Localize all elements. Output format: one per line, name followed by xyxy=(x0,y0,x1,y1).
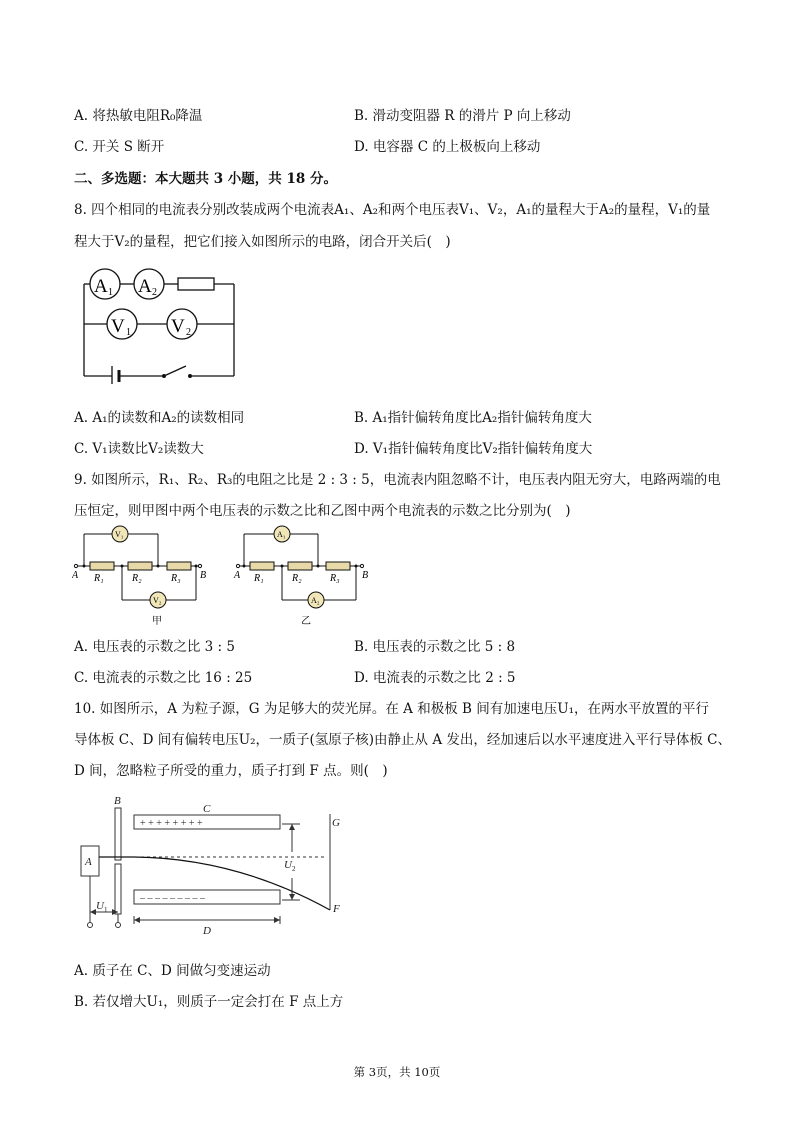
page-footer: 第 3页，共 10页 xyxy=(353,1065,441,1079)
q8-option-d: D. V₁指针偏转角度比V₂指针偏转角度大 xyxy=(354,441,593,457)
u1-subscript: 1 xyxy=(104,906,108,914)
jia-r1-label: R₁ xyxy=(94,573,104,584)
jia-caption: 甲 xyxy=(152,616,162,627)
yi-r2-label: R₂ xyxy=(292,573,302,584)
yi-terminal-a: A xyxy=(234,570,241,581)
q9-option-a: A. 电压表的示数之比 3 : 5 xyxy=(74,639,235,655)
jia-r3-label: R₃ xyxy=(171,573,181,584)
q8-option-b: B. A₁指针偏转角度比A₂指针偏转角度大 xyxy=(354,410,592,426)
jia-terminal-a: A xyxy=(72,570,79,581)
q10-stem-line2: 导体板 C、D 间有偏转电压U₂，一质子(氢原子核)由静止从 A 发出，经加速后以水平速度进入平行导体板 C、 xyxy=(74,732,732,748)
plate-d-label: D xyxy=(203,925,211,937)
q9-circuit-diagrams xyxy=(72,522,382,628)
yi-r3-label: R₃ xyxy=(330,573,340,584)
u1-label: U xyxy=(96,900,104,912)
q10-apparatus-diagram xyxy=(76,792,356,942)
q8-stem-line1: 8. 四个相同的电流表分别改装成两个电流表A₁、A₂和两个电压表V₁、V₂，A₁的量程大于A₂的量程，V₁的量 xyxy=(74,202,711,218)
yi-caption: 乙 xyxy=(301,616,311,627)
a2-label: A xyxy=(138,276,152,297)
yi-terminal-b: B xyxy=(362,570,369,581)
section-heading: 二、多选题：本大题共 3 小题，共 18 分。 xyxy=(74,171,337,187)
a1-label: A xyxy=(94,276,108,297)
q10-option-b: B. 若仅增大U₁，则质子一定会打在 F 点上方 xyxy=(74,994,344,1010)
q10-stem-line1: 10. 如图所示，A 为粒子源，G 为足够大的荧光屏。在 A 和极板 B 间有加速电压U₁，在两水平放置的平行 xyxy=(74,701,709,717)
q7-option-d: D. 电容器 C 的上极板向上移动 xyxy=(354,139,541,155)
jia-r2-label: R₂ xyxy=(132,573,142,584)
u2-subscript: 2 xyxy=(292,865,296,873)
u2-label: U xyxy=(284,859,292,871)
plate-d-minus-signs: – – – – – – – – – xyxy=(140,893,205,904)
a2-subscript: 2 xyxy=(152,287,157,298)
q9-option-b: B. 电压表的示数之比 5 : 8 xyxy=(354,639,516,655)
q8-stem-line2: 程大于V₂的量程，把它们接入如图所示的电路，闭合开关后( ) xyxy=(74,234,451,250)
q8-option-c: C. V₁读数比V₂读数大 xyxy=(74,441,204,457)
point-f-label: F xyxy=(333,903,340,915)
yi-a1-label: A₁ xyxy=(277,530,286,539)
jia-v2-label: V₂ xyxy=(153,596,162,605)
q9-stem-line2: 压恒定，则甲图中两个电压表的示数之比和乙图中两个电流表的示数之比分别为( ) xyxy=(74,503,571,519)
yi-r1-label: R₁ xyxy=(254,573,264,584)
yi-a2-label: A₂ xyxy=(311,596,320,605)
v1-subscript: 1 xyxy=(126,327,131,338)
q9-stem-line1: 9. 如图所示，R₁、R₂、R₃的电阻之比是 2 : 3 : 5，电流表内阻忽略不计，电压表内阻无穷大，电路两端的电 xyxy=(74,472,721,488)
q8-option-a: A. A₁的读数和A₂的读数相同 xyxy=(74,410,245,426)
q7-option-b: B. 滑动变阻器 R 的滑片 P 向上移动 xyxy=(354,108,571,124)
jia-v1-label: V₁ xyxy=(115,530,124,539)
source-a-label: A xyxy=(85,856,92,868)
q9-option-c: C. 电流表的示数之比 16 : 25 xyxy=(74,670,253,686)
jia-terminal-b: B xyxy=(200,570,207,581)
q8-circuit-diagram xyxy=(74,262,244,384)
q10-option-a: A. 质子在 C、D 间做匀变速运动 xyxy=(74,963,271,979)
q7-option-a: A. 将热敏电阻R₀降温 xyxy=(74,108,203,124)
plate-c-plus-signs: + + + + + + + + xyxy=(140,818,203,829)
v2-subscript: 2 xyxy=(186,327,191,338)
v1-label: V xyxy=(111,316,125,337)
plate-b-label: B xyxy=(114,795,121,807)
a1-subscript: 1 xyxy=(108,287,113,298)
q10-stem-line3: D 间，忽略粒子所受的重力，质子打到 F 点。则( ) xyxy=(74,763,388,779)
q7-option-c: C. 开关 S 断开 xyxy=(74,139,165,155)
plate-c-label: C xyxy=(203,803,211,815)
q9-option-d: D. 电流表的示数之比 2 : 5 xyxy=(354,670,516,686)
v2-label: V xyxy=(171,316,185,337)
screen-g-label: G xyxy=(332,817,340,829)
